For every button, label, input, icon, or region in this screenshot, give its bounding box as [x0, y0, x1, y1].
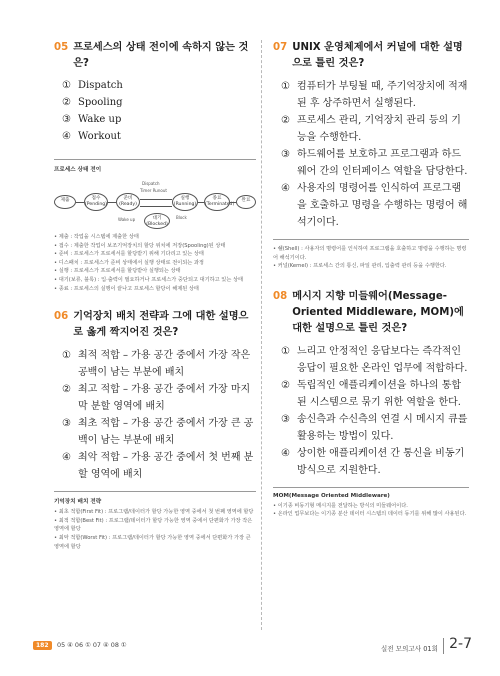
- page-number: 182: [33, 641, 52, 650]
- note-line: • 최적 적합(Best Fit) : 프로그램/데이터가 할당 가능한 영역 중에서 단편화가 가장 작은 영역에 할당: [54, 517, 253, 533]
- question-05: [54, 40, 256, 293]
- note-line: • 제출 : 작업을 시스템에 제출한 상태: [54, 234, 139, 240]
- note-line: • 대기(보류, 블록) : 입·출력이 필요하거나 프로세스가 중단되고 대기하고 있는 상태: [54, 276, 243, 283]
- option-3: ③ 하드웨어를 보호하고 프로그램과 하드웨어 간의 인터페이스 역할을 담당한다.: [281, 149, 468, 177]
- question-06: [54, 309, 256, 551]
- chapter-number: 2-7: [449, 636, 472, 652]
- option-2: ② Spooling: [62, 97, 123, 108]
- node-ready: 준비 (Ready): [116, 193, 140, 211]
- label-wakeup: Wake up: [118, 217, 136, 222]
- answer-key: 05 ④ 06 ① 07 ④ 08 ①: [57, 641, 127, 649]
- note-line: • 커널(Kernel) : 프로세스 간의 통신, 파일 관리, 입출력 관리 등을 수행한다.: [273, 263, 447, 270]
- question-text: 메시지 지향 미들웨어(Message-Oriented Middleware, MOM)에 대한 설명으로 틀린 것은?: [292, 290, 464, 334]
- option-2: ② 최고 적합 – 가용 공간 중에서 가장 마지막 분할 영역에 배치: [62, 384, 251, 413]
- option-1: ① 컴퓨터가 부팅될 때, 주기억장치에 적재된 후 상주하면서 실행된다.: [281, 81, 468, 109]
- note-line: • 실행 : 프로세스가 프로세서를 할당받아 실행되는 상태: [54, 268, 181, 275]
- option-2: ② 독립적인 애플리케이션을 하나의 통합된 시스템으로 묶기 위한 역할을 한다.: [281, 379, 462, 408]
- label-dispatch: Dispatch: [142, 181, 160, 186]
- question-number: 05: [54, 42, 69, 53]
- question-number: 06: [54, 311, 69, 323]
- option-1: ① 느리고 안정적인 응답보다는 즉각적인 응답이 필요한 온라인 업무에 적합하다.: [281, 345, 468, 374]
- running-title: 실전 모의고사 01회: [380, 645, 438, 653]
- option-4: ④ 최악 적합 – 가용 공간 중에서 첫 번째 분할 영역에 배치: [62, 452, 254, 481]
- option-4: ④ Workout: [62, 131, 121, 142]
- note-line: • 최악 적합(Worst Fit) : 프로그램/데이터가 할당 가능한 영역 중에서 단편화가 가장 큰 영역에 할당: [54, 534, 251, 550]
- note-line: • 종료 : 프로세스의 실행이 끝나고 프로세스 할당이 해제된 상태: [54, 285, 199, 292]
- note-line: • 쉘(Shell) : 사용자의 명령어를 인식하여 프로그램을 호출하고 명령을 수행하는 명령어 해석기이다.: [273, 246, 467, 261]
- node-terminated: 종료 (Terminated): [204, 193, 230, 211]
- explanation-box: [273, 239, 469, 271]
- option-3: ③ 송신측과 수신측의 연결 시 메시지 큐를 활용하는 방법이 있다.: [281, 413, 468, 442]
- question-number: 07: [273, 42, 288, 53]
- option-2: ② 프로세스 관리, 기억장치 관리 등의 기능을 수행한다.: [281, 115, 461, 143]
- question-07: [273, 40, 469, 271]
- arrow: [140, 199, 172, 200]
- page-footer: [33, 638, 472, 658]
- right-column: [273, 40, 469, 519]
- note-line: • 접수 : 제출한 작업이 보조기억장치의 할당 위치에 저장(Spooling)된 상태: [54, 242, 226, 249]
- node-submit: 제출: [54, 195, 76, 209]
- option-4: ④ 상이한 애플리케이션 간 통신을 비동기 방식으로 지원한다.: [281, 447, 465, 476]
- node-hold: 접수 (Pending): [84, 193, 108, 211]
- arrow: [108, 202, 116, 203]
- note-line: • 온라인 업무보다는 이기종 분산 데이터 시스템의 데이터 동기를 위해 많이 사용된다.: [273, 511, 467, 518]
- node-running: 실행 (Running): [172, 193, 198, 211]
- note-line: • 최초 적합(First Fit) : 프로그램/데이터가 할당 가능한 영역 중에서 첫 번째 영역에 할당: [54, 509, 254, 516]
- arrow: [230, 202, 236, 203]
- option-1: ① 최적 적합 – 가용 공간 중에서 가장 작은 공백이 남는 부분에 배치: [62, 350, 251, 379]
- left-column: [54, 40, 256, 551]
- option-3: ③ Wake up: [62, 114, 122, 125]
- column-divider: [261, 40, 262, 630]
- node-blocked: 대기 (Blocked): [144, 213, 170, 229]
- question-text: 기억장치 배치 전략과 그에 대한 설명으로 옳게 짝지어진 것은?: [73, 311, 249, 339]
- arrow: [76, 202, 84, 203]
- state-transition-diagram: [54, 177, 256, 229]
- explanation-title: MOM(Message Oriented Middleware): [273, 492, 390, 499]
- explanation-box: [54, 159, 256, 293]
- question-text: UNIX 운영체제에서 커널에 대한 설명으로 틀린 것은?: [292, 42, 463, 69]
- option-3: ③ 최초 적합 – 가용 공간 중에서 가장 큰 공백이 남는 부분에 배치: [62, 418, 254, 447]
- question-text: 프로세스의 상태 전이에 속하지 않는 것은?: [73, 42, 249, 69]
- footer-divider: [443, 638, 444, 654]
- option-4: ④ 사용자의 명령어를 인식하여 프로그램을 호출하고 명령을 수행하는 명령어 해석기이다.: [281, 183, 468, 228]
- explanation-title: 기억장치 배치 전략: [54, 499, 102, 506]
- arrow: [140, 206, 172, 207]
- node-complete: 완료: [236, 195, 256, 209]
- note-line: • 이기종 비동기형 메시지를 전달하는 방식의 미들웨어이다.: [273, 502, 408, 509]
- note-line: • 디스패치 : 프로세스가 준비 상태에서 실행 상태로 전이되는 과정: [54, 259, 204, 266]
- label-block: Block: [176, 215, 187, 220]
- question-08: [273, 289, 469, 519]
- explanation-box: [54, 491, 256, 551]
- explanation-title: 프로세스 상태 전이: [54, 167, 102, 173]
- question-number: 08: [273, 290, 288, 302]
- option-1: ① Dispatch: [62, 80, 123, 91]
- arrow: [198, 202, 204, 203]
- label-timer-runout: Timer Runout: [140, 188, 167, 193]
- note-line: • 준비 : 프로세스가 프로세서를 할당받기 위해 기다리고 있는 상태: [54, 251, 204, 258]
- explanation-box: [273, 487, 469, 519]
